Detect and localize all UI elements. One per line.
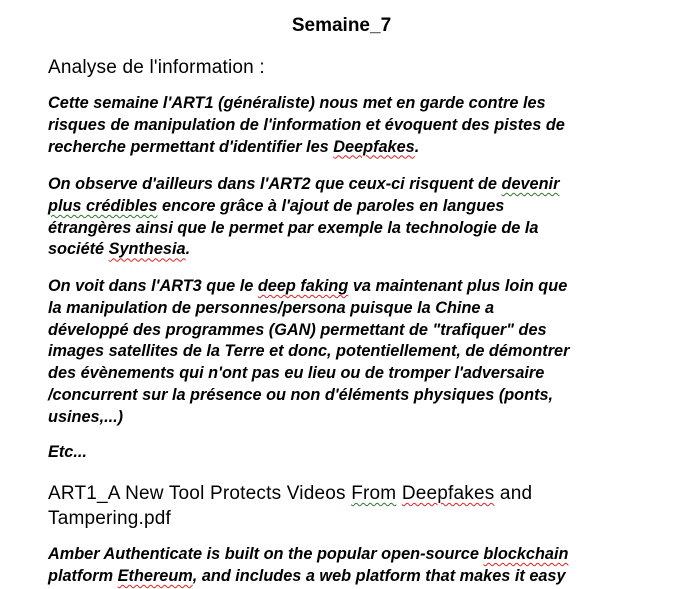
text-run: platform	[48, 566, 118, 585]
spellcheck-word[interactable]: Ethereum	[117, 566, 193, 585]
text-line	[48, 137, 668, 159]
text-line	[48, 385, 668, 407]
text-line	[48, 239, 668, 261]
text-line	[48, 196, 668, 218]
text-line	[48, 93, 668, 115]
text-run: des évènements qui n'ont pas eu lieu ou de tromper l'adversaire	[48, 364, 545, 383]
text-run: Cette semaine l'ART1 (généraliste) nous met en garde contre les	[48, 94, 546, 112]
text-run: la manipulation de personnes/persona puisque la Chine a	[48, 298, 495, 317]
text-run: étrangères ainsi que le permet par exemple la technologie de la	[48, 218, 539, 237]
grammar-check-phrase[interactable]: devenir	[501, 175, 560, 193]
page-title: Semaine_7	[291, 15, 392, 36]
text-run: société	[48, 240, 109, 259]
text-run: encore grâce à l'ajout de paroles en langues	[157, 196, 505, 215]
heading-line: Tampering.pdf	[48, 508, 172, 529]
text-line	[48, 276, 668, 298]
text-run: développé des programmes (GAN) permettant de "trafiquer" des	[48, 320, 547, 339]
text-run: /concurrent sur la présence ou non d'éléments physiques (ponts,	[48, 385, 554, 404]
grammar-check-phrase[interactable]: From	[351, 483, 397, 504]
paragraph-art3-summary	[48, 276, 668, 429]
text-line	[48, 566, 668, 588]
text-line	[48, 544, 668, 566]
text-line	[48, 341, 668, 363]
paragraph-art1-summary	[48, 93, 668, 158]
heading-line	[48, 481, 648, 506]
text-run: risques de manipulation de l'information et évoquent des pistes de	[48, 115, 565, 134]
spellcheck-word[interactable]: blockchain	[483, 545, 569, 563]
text-line	[48, 218, 668, 240]
etc-text: Etc...	[48, 443, 87, 461]
text-run: images satellites de la Terre et donc, potentiellement, de démontrer	[48, 342, 570, 361]
spellcheck-word[interactable]: Synthesia	[108, 240, 186, 259]
text-run: va maintenant plus loin que	[348, 277, 568, 295]
text-run: ART1_A New Tool Protects Videos	[48, 483, 352, 504]
spellcheck-word[interactable]: Deepfakes	[333, 137, 415, 156]
text-run: On voit dans l'ART3 que le	[48, 277, 258, 295]
text-run: and	[494, 483, 533, 504]
text-run: recherche permettant d'identifier les	[48, 137, 334, 156]
text-run: .	[185, 240, 191, 259]
article-heading	[48, 481, 648, 531]
text-run: , and includes a web platform that makes it easy	[192, 566, 566, 585]
spellcheck-word[interactable]: deep faking	[257, 277, 349, 295]
spellcheck-word[interactable]: Deepfakes	[401, 483, 495, 504]
paragraph-art2-summary	[48, 174, 668, 261]
grammar-check-phrase[interactable]: plus crédibles	[48, 196, 158, 215]
section-heading: Analyse de l'information :	[48, 57, 265, 78]
text-line	[48, 115, 668, 137]
text-run: usines,...)	[48, 407, 124, 426]
text-line	[48, 363, 668, 385]
text-line	[48, 298, 668, 320]
text-line	[48, 407, 668, 429]
text-line	[48, 320, 668, 342]
text-run: On observe d'ailleurs dans l'ART2 que ceux-ci risquent de	[48, 175, 502, 193]
text-run: Amber Authenticate is built on the popular open-source	[48, 545, 484, 563]
paragraph-amber-authenticate	[48, 544, 668, 588]
text-run: .	[414, 137, 420, 156]
text-line	[48, 174, 668, 196]
